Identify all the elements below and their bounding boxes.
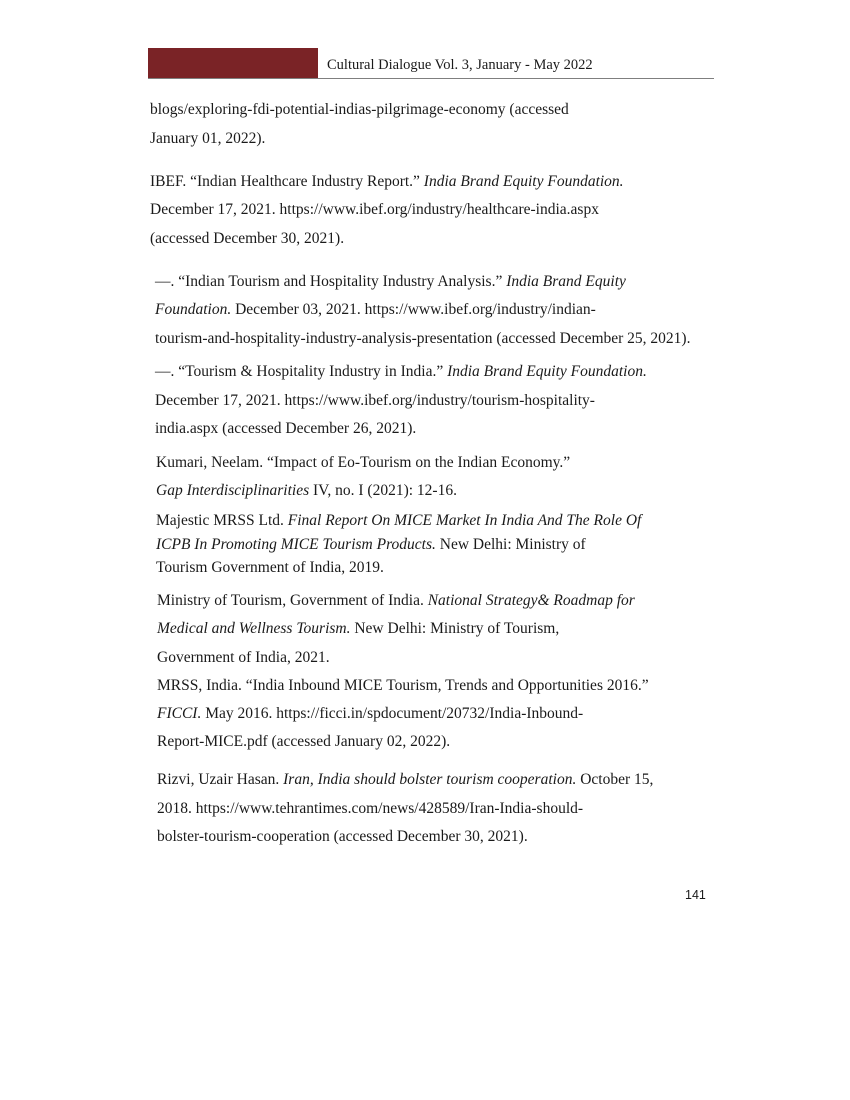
reference-line: Government of India, 2021. [157, 649, 330, 666]
reference-line: Gap Interdisciplinarities IV, no. I (2021): 12-16. [156, 482, 457, 499]
reference-line: —. “Tourism & Hospitality Industry in India.” India Brand Equity Foundation. [155, 363, 647, 380]
reference-source-title: India Brand Equity [506, 273, 626, 290]
reference-line: Kumari, Neelam. “Impact of Eo-Tourism on the Indian Economy.” [156, 454, 571, 471]
reference-line: December 17, 2021. https://www.ibef.org/industry/tourism-hospitality- [155, 392, 595, 409]
reference-line: January 01, 2022). [150, 130, 266, 147]
reference-line: Majestic MRSS Ltd. Final Report On MICE Market In India And The Role Of [156, 512, 642, 529]
reference-line: blogs/exploring-fdi-potential-indias-pilgrimage-economy (accessed [150, 101, 569, 118]
header-accent-bar [148, 48, 318, 78]
reference-source-title: National Strategy& Roadmap for [427, 592, 635, 609]
reference-line: india.aspx (accessed December 26, 2021). [155, 420, 417, 437]
page-number: 141 [685, 888, 706, 902]
reference-line: bolster-tourism-cooperation (accessed December 30, 2021). [157, 828, 528, 845]
reference-line: Ministry of Tourism, Government of India. National Strategy& Roadmap for [157, 592, 635, 609]
reference-source-title: India Brand Equity Foundation. [423, 173, 624, 190]
reference-source-title: Interdisciplinarities [186, 482, 310, 499]
reference-source-title: Iran, India should bolster tourism cooperation. [283, 771, 577, 788]
reference-source-title: Medical and Wellness Tourism. [157, 620, 351, 637]
reference-source-title: India Brand Equity Foundation. [447, 363, 647, 380]
reference-line: Tourism Government of India, 2019. [156, 559, 384, 576]
reference-source-title: FICCI. [157, 705, 202, 722]
reference-line: 2018. https://www.tehrantimes.com/news/428589/Iran-India-should- [157, 800, 584, 817]
reference-line: Rizvi, Uzair Hasan. Iran, India should bolster tourism cooperation. October 15, [157, 771, 654, 788]
reference-line: (accessed December 30, 2021). [150, 230, 345, 247]
reference-line: FICCI. May 2016. https://ficci.in/spdocument/20732/India-Inbound- [157, 705, 584, 722]
reference-source-title: Foundation. [155, 301, 232, 318]
reference-line: Medical and Wellness Tourism. New Delhi: Ministry of Tourism, [157, 620, 560, 637]
reference-line: MRSS, India. “India Inbound MICE Tourism, Trends and Opportunities 2016.” [157, 677, 649, 694]
journal-header-title: Cultural Dialogue Vol. 3, January - May 2022 [327, 57, 593, 73]
reference-line: Report-MICE.pdf (accessed January 02, 2022). [157, 733, 451, 750]
reference-line: Foundation. December 03, 2021. https://www.ibef.org/industry/indian- [155, 301, 596, 318]
reference-line: December 17, 2021. https://www.ibef.org/industry/healthcare-india.aspx [150, 201, 599, 218]
reference-source-title: ICPB In Promoting MICE Tourism Products. [156, 536, 436, 553]
reference-line: —. “Indian Tourism and Hospitality Industry Analysis.” India Brand Equity [155, 273, 626, 290]
reference-source-title: Gap [156, 482, 183, 499]
reference-line: IBEF. “Indian Healthcare Industry Report.” India Brand Equity Foundation. [150, 173, 624, 190]
reference-source-title: Final Report On MICE Market In India And The Role Of [287, 512, 642, 529]
reference-line: ICPB In Promoting MICE Tourism Products. New Delhi: Ministry of [156, 536, 586, 553]
header-rule [148, 78, 714, 79]
reference-line: tourism-and-hospitality-industry-analysis-presentation (accessed December 25, 2021). [155, 330, 691, 347]
